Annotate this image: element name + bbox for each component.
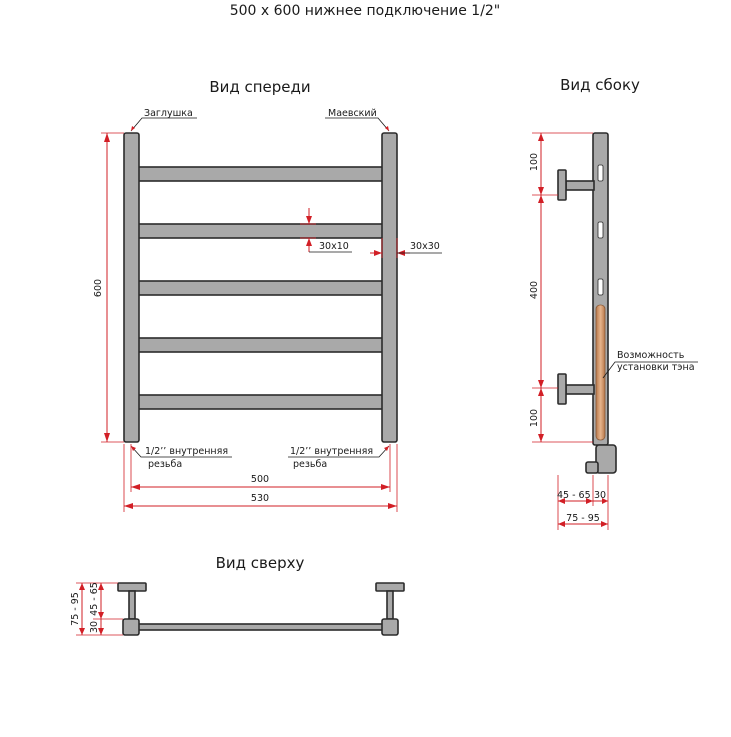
side-arrow-2 bbox=[538, 187, 544, 195]
side-view-title: Вид сбоку bbox=[560, 76, 640, 94]
plug-leader bbox=[131, 118, 197, 131]
side-post-text: 30 bbox=[594, 490, 607, 501]
front-rung bbox=[138, 167, 383, 181]
thread-left-label-1: 1/2’’ внутренняя bbox=[145, 446, 229, 457]
plug-label: Заглушка bbox=[144, 108, 193, 119]
heater-label-1: Возможность bbox=[617, 350, 685, 361]
side-h-arrow-5 bbox=[601, 521, 608, 527]
top-offset-text: 45 - 65 bbox=[89, 582, 100, 616]
side-view bbox=[529, 76, 698, 530]
width-inner-arrow-right bbox=[381, 484, 390, 490]
height-dimension-text: 600 bbox=[93, 278, 104, 298]
mayevsky-leader bbox=[325, 118, 389, 131]
rung-arrow-top bbox=[306, 216, 312, 224]
bottom-connector bbox=[586, 445, 616, 473]
top-left-post bbox=[123, 619, 139, 635]
front-right-post bbox=[382, 133, 397, 442]
front-view bbox=[93, 78, 442, 512]
top-right-bracket bbox=[376, 583, 404, 619]
thread-right-label-2: резьба bbox=[293, 459, 328, 470]
top-view-title: Вид сверху bbox=[215, 554, 305, 572]
side-arrow-1 bbox=[538, 133, 544, 141]
height-arrow-top bbox=[104, 133, 110, 142]
top-left-bracket bbox=[118, 583, 146, 619]
front-rung bbox=[138, 338, 383, 352]
top-total-arrow-bottom bbox=[79, 628, 85, 635]
side-arrow-4 bbox=[538, 380, 544, 388]
drawing-title: 500 x 600 нижнее подключение 1/2" bbox=[229, 3, 501, 19]
rung-size-text: 30x10 bbox=[319, 241, 349, 252]
side-total-text: 75 - 95 bbox=[566, 513, 600, 524]
width-outer-arrow-right bbox=[388, 503, 397, 509]
top-total-text: 75 - 95 bbox=[70, 592, 81, 626]
top-view bbox=[70, 554, 404, 635]
side-dim-top-text: 100 bbox=[529, 152, 540, 172]
side-dim-middle-text: 400 bbox=[529, 280, 540, 300]
front-view-title: Вид спереди bbox=[209, 78, 311, 96]
rung-arrow-bottom bbox=[306, 238, 312, 246]
height-arrow-bottom bbox=[104, 433, 110, 442]
front-rung bbox=[138, 281, 383, 295]
thread-right-label-1: 1/2’’ внутренняя bbox=[290, 446, 374, 457]
top-right-post bbox=[382, 619, 398, 635]
top-total-arrow-top bbox=[79, 583, 85, 590]
side-arrow-6 bbox=[538, 434, 544, 442]
top-post-text: 30 bbox=[89, 620, 100, 634]
width-outer-text: 530 bbox=[250, 493, 270, 504]
front-left-post bbox=[124, 133, 139, 442]
width-inner-text: 500 bbox=[250, 474, 270, 485]
side-arrow-5 bbox=[538, 388, 544, 396]
side-offset-text: 45 - 65 bbox=[557, 490, 591, 501]
post-arrow-left bbox=[374, 250, 382, 256]
heater-label-2: установки тэна bbox=[617, 362, 695, 373]
width-inner-arrow-left bbox=[131, 484, 140, 490]
front-rung bbox=[138, 395, 383, 409]
bracket-bottom bbox=[558, 374, 594, 404]
top-rung bbox=[136, 624, 384, 630]
side-arrow-3 bbox=[538, 195, 544, 203]
side-dim-bottom-text: 100 bbox=[529, 408, 540, 428]
side-h-arrow-4 bbox=[558, 521, 565, 527]
mayevsky-label: Маевский bbox=[328, 108, 377, 119]
post-size-text: 30x30 bbox=[410, 241, 440, 252]
front-rung bbox=[138, 224, 383, 238]
heater-element bbox=[596, 305, 605, 440]
bracket-top bbox=[558, 170, 594, 200]
thread-left-label-2: резьба bbox=[148, 459, 183, 470]
width-outer-arrow-left bbox=[124, 503, 133, 509]
